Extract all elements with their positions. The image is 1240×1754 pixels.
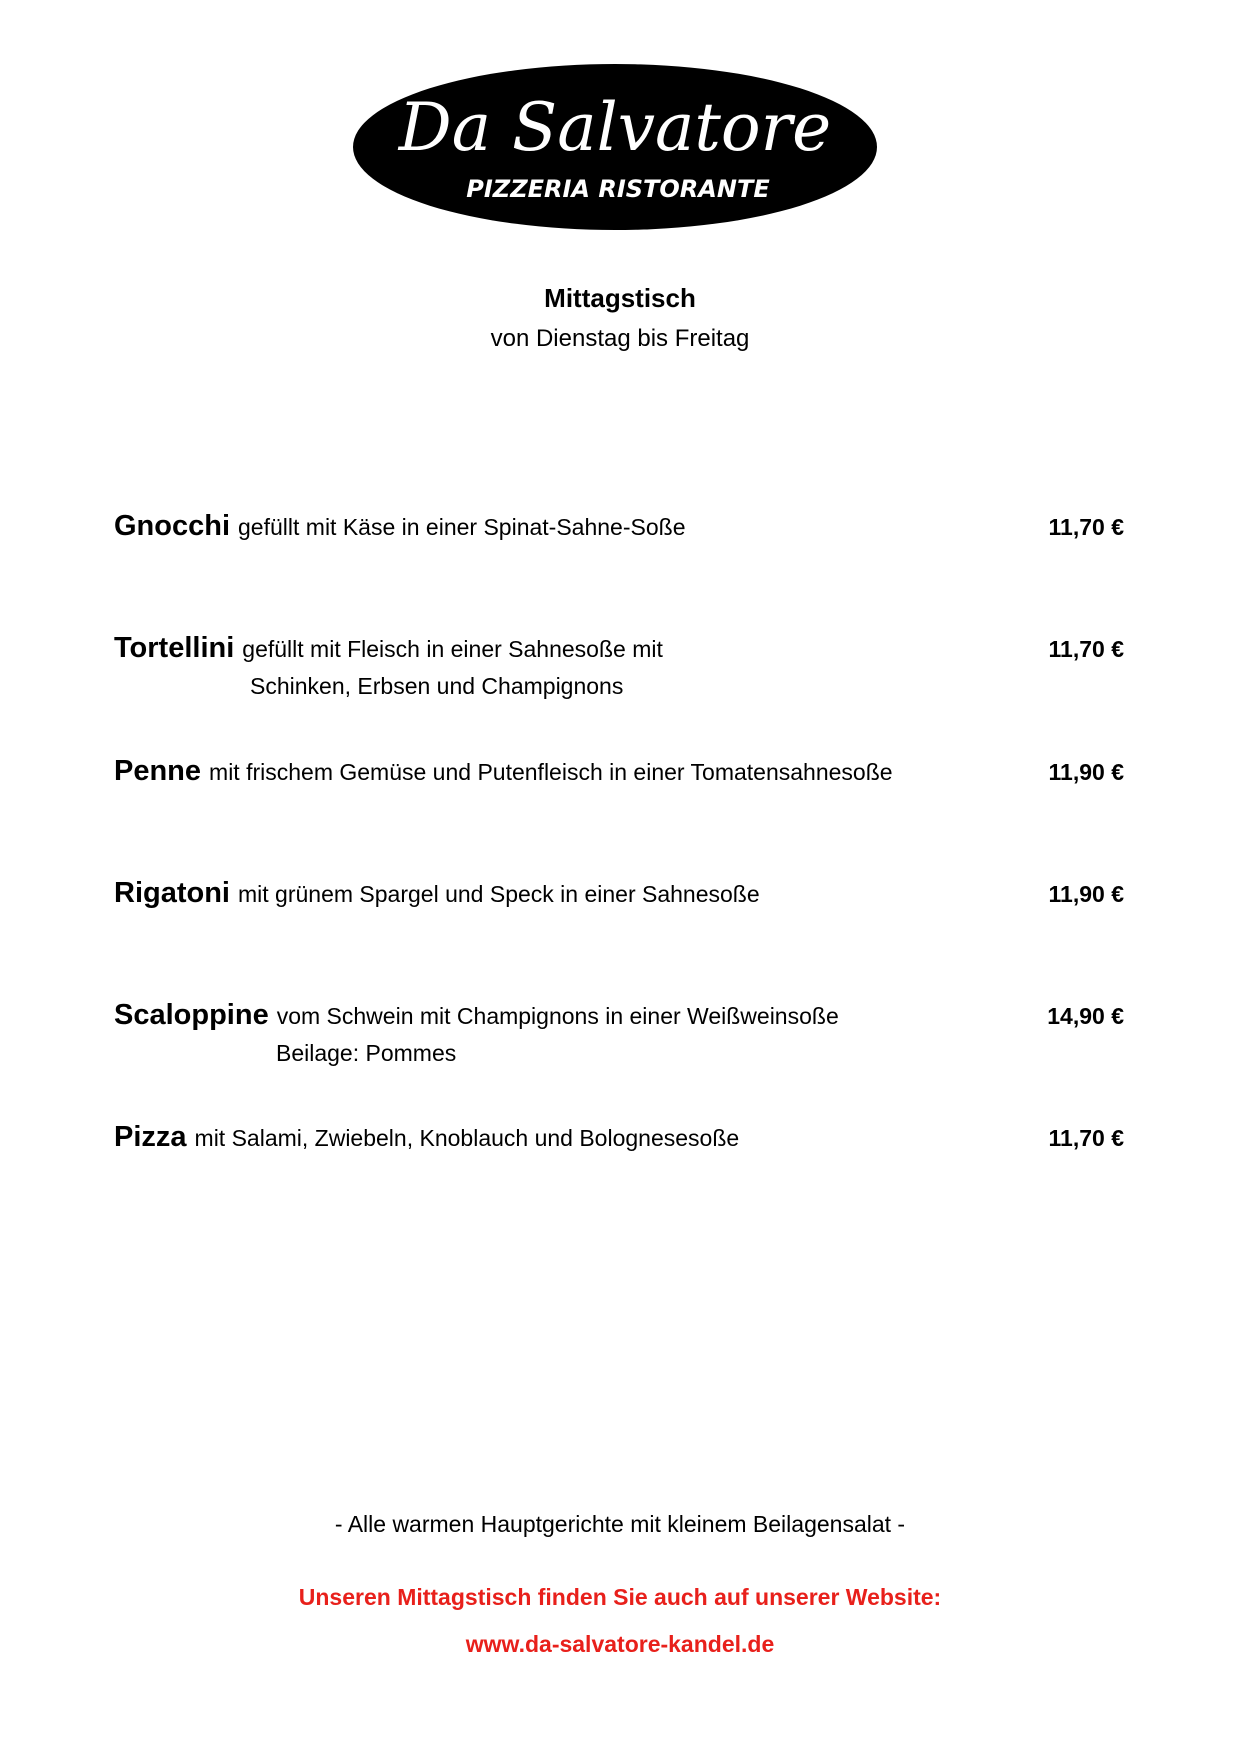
website-link[interactable]: www.da-salvatore-kandel.de <box>465 1631 775 1657</box>
dish-name: Scaloppine <box>114 999 269 1031</box>
menu-title: Mittagstisch <box>544 283 696 313</box>
dish-description-continued: Beilage: Pommes <box>276 1040 457 1066</box>
dish-description-continued: Schinken, Erbsen und Champignons <box>250 673 624 699</box>
dish-description: vom Schwein mit Champignons in einer Weißweinsoße <box>276 1003 839 1029</box>
dish-description: mit grünem Spargel und Speck in einer Sahnesoße <box>238 881 760 907</box>
dish-description: gefüllt mit Käse in einer Spinat-Sahne-Soße <box>238 514 686 540</box>
menu-subtitle: von Dienstag bis Freitag <box>490 325 750 352</box>
dish-description: mit frischem Gemüse und Putenfleisch in einer Tomatensahnesoße <box>209 759 893 785</box>
dish-price: 14,90 € <box>1047 1003 1124 1029</box>
dish-name: Gnocchi <box>114 510 231 542</box>
dish-name: Tortellini <box>114 632 235 664</box>
dish-price: 11,90 € <box>1048 759 1124 785</box>
dish-description: mit Salami, Zwiebeln, Knoblauch und Bolognesesoße <box>194 1125 740 1151</box>
logo-name: Da Salvatore <box>398 89 832 166</box>
menu-item-tortellini <box>114 632 1124 700</box>
dish-price: 11,70 € <box>1048 514 1124 540</box>
menu-item-pizza <box>114 1121 1124 1154</box>
menu-item-gnocchi <box>114 510 1124 543</box>
dish-description: gefüllt mit Fleisch in einer Sahnesoße mit <box>242 636 663 662</box>
menu-item-penne <box>114 755 1124 788</box>
restaurant-logo <box>350 62 880 232</box>
dish-price: 11,70 € <box>1048 636 1124 662</box>
dish-name: Pizza <box>114 1121 187 1153</box>
menu-item-scaloppine <box>114 999 1124 1067</box>
side-salad-note: - Alle warmen Hauptgerichte mit kleinem Beilagensalat - <box>334 1511 906 1537</box>
dish-name: Penne <box>114 755 202 787</box>
dish-name: Rigatoni <box>114 877 230 909</box>
dish-price: 11,90 € <box>1048 881 1124 907</box>
dish-price: 11,70 € <box>1048 1125 1124 1151</box>
website-notice: Unseren Mittagstisch finden Sie auch auf unserer Website: <box>298 1584 942 1610</box>
menu-item-rigatoni <box>114 877 1124 910</box>
logo-tagline: PIZZERIA RISTORANTE <box>466 175 770 203</box>
